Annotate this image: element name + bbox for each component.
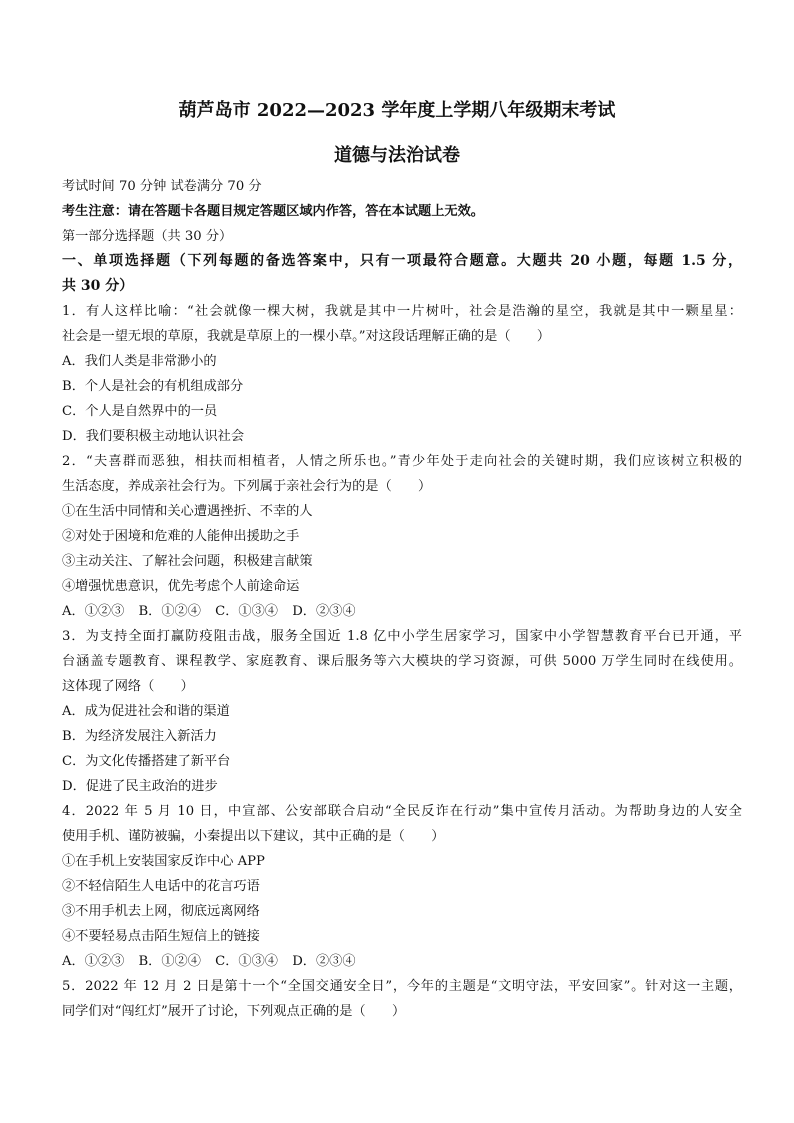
part-one-heading: 第一部分选择题（共 30 分） xyxy=(62,229,233,244)
question-3 xyxy=(62,624,742,799)
answer-choice: B．①②④ xyxy=(138,954,201,969)
statement-item: ③不用手机去上网，彻底远离网络 xyxy=(62,904,260,919)
answer-option: A．成为促进社会和谐的渠道 xyxy=(62,704,230,719)
exam-notice: 考生注意：请在答题卡各题目规定答题区域内作答，答在本试题上无效。 xyxy=(62,204,484,219)
statement-item: ④增强忧患意识，优先考虑个人前途命运 xyxy=(62,579,300,594)
answer-option: B．个人是社会的有机组成部分 xyxy=(62,379,244,394)
answer-choice: C．①③④ xyxy=(215,604,278,619)
statement-item: ③主动关注、了解社会问题，积极建言献策 xyxy=(62,554,313,569)
question-stem-line: 3．为支持全面打赢防疫阻击战，服务全国近 1.8 亿中小学生居家学习，国家中小学智慧教育平台已开通，平 xyxy=(62,629,742,644)
choice-row xyxy=(62,599,742,624)
section-one-heading-line2: 共 30 分） xyxy=(62,278,134,294)
answer-choice: C．①③④ xyxy=(215,954,278,969)
question-4 xyxy=(62,799,742,974)
answer-choice: A．①②③ xyxy=(62,954,125,969)
question-stem-line: 台涵盖专题教育、课程教学、家庭教育、课后服务等六大模块的学习资源，可供 5000 万学生同时在线使用。 xyxy=(62,654,742,669)
answer-choice: D．②③④ xyxy=(292,954,356,969)
statement-item: ①在手机上安装国家反诈中心 APP xyxy=(62,854,265,869)
answer-choice: B．①②④ xyxy=(138,604,201,619)
answer-option: C．个人是自然界中的一员 xyxy=(62,404,218,419)
question-1 xyxy=(62,299,742,449)
exam-title: 葫芦岛市 2022—2023 学年度上学期八年级期末考试 xyxy=(178,100,616,121)
answer-choice: A．①②③ xyxy=(62,604,125,619)
question-2 xyxy=(62,449,742,624)
exam-info: 考试时间 70 分钟 试卷满分 70 分 xyxy=(62,179,262,194)
statement-item: ①在生活中同情和关心遭遇挫折、不幸的人 xyxy=(62,504,313,519)
question-stem-line: 社会是一望无垠的草原，我就是草原上的一棵小草。”对这段话理解正确的是（ ） xyxy=(62,329,551,344)
statement-item: ④不要轻易点击陌生短信上的链接 xyxy=(62,929,260,944)
answer-option: A．我们人类是非常渺小的 xyxy=(62,354,217,369)
question-stem-line: 1．有人这样比喻：“社会就像一棵大树，我就是其中一片树叶，社会是浩瀚的星空，我就是其中一颗星星： xyxy=(62,304,742,319)
answer-choice: D．②③④ xyxy=(292,604,356,619)
answer-option: B．为经济发展注入新活力 xyxy=(62,729,217,744)
answer-option: D．促进了民主政治的进步 xyxy=(62,779,218,794)
statement-item: ②对处于困境和危难的人能伸出援助之手 xyxy=(62,529,300,544)
question-stem-line: 这体现了网络（ ） xyxy=(62,679,194,694)
question-stem-line: 使用手机、谨防被骗，小秦提出以下建议，其中正确的是（ ） xyxy=(62,829,445,844)
answer-option: C．为文化传播搭建了新平台 xyxy=(62,754,231,769)
section-one-heading-line1: 一、单项选择题（下列每题的备选答案中，只有一项最符合题意。大题共 20 小题，每题 1.5 分， xyxy=(62,253,742,269)
statement-item: ②不轻信陌生人电话中的花言巧语 xyxy=(62,879,260,894)
question-stem-line: 生活态度，养成亲社会行为。下列属于亲社会行为的是（ ） xyxy=(62,479,432,494)
exam-subtitle: 道德与法治试卷 xyxy=(334,145,460,166)
question-stem-line: 4．2022 年 5 月 10 日，中宣部、公安部联合启动“全民反诈在行动”集中宣传月活动。为帮助身边的人安全 xyxy=(62,804,742,819)
question-stem-line: 5．2022 年 12 月 2 日是第十一个“全国交通安全日”，今年的主题是“文明守法，平安回家”。针对这一主题， xyxy=(62,979,742,994)
choice-row xyxy=(62,949,742,974)
question-5 xyxy=(62,974,742,1024)
exam-content xyxy=(62,174,742,1024)
question-stem-line: 2．“夫喜群而恶独，相扶而相植者，人情之所乐也。”青少年处于走向社会的关键时期，我们应该树立积极的 xyxy=(62,454,742,469)
question-stem-line: 同学们对“闯红灯”展开了讨论，下列观点正确的是（ ） xyxy=(62,1004,406,1019)
answer-option: D．我们要积极主动地认识社会 xyxy=(62,429,245,444)
